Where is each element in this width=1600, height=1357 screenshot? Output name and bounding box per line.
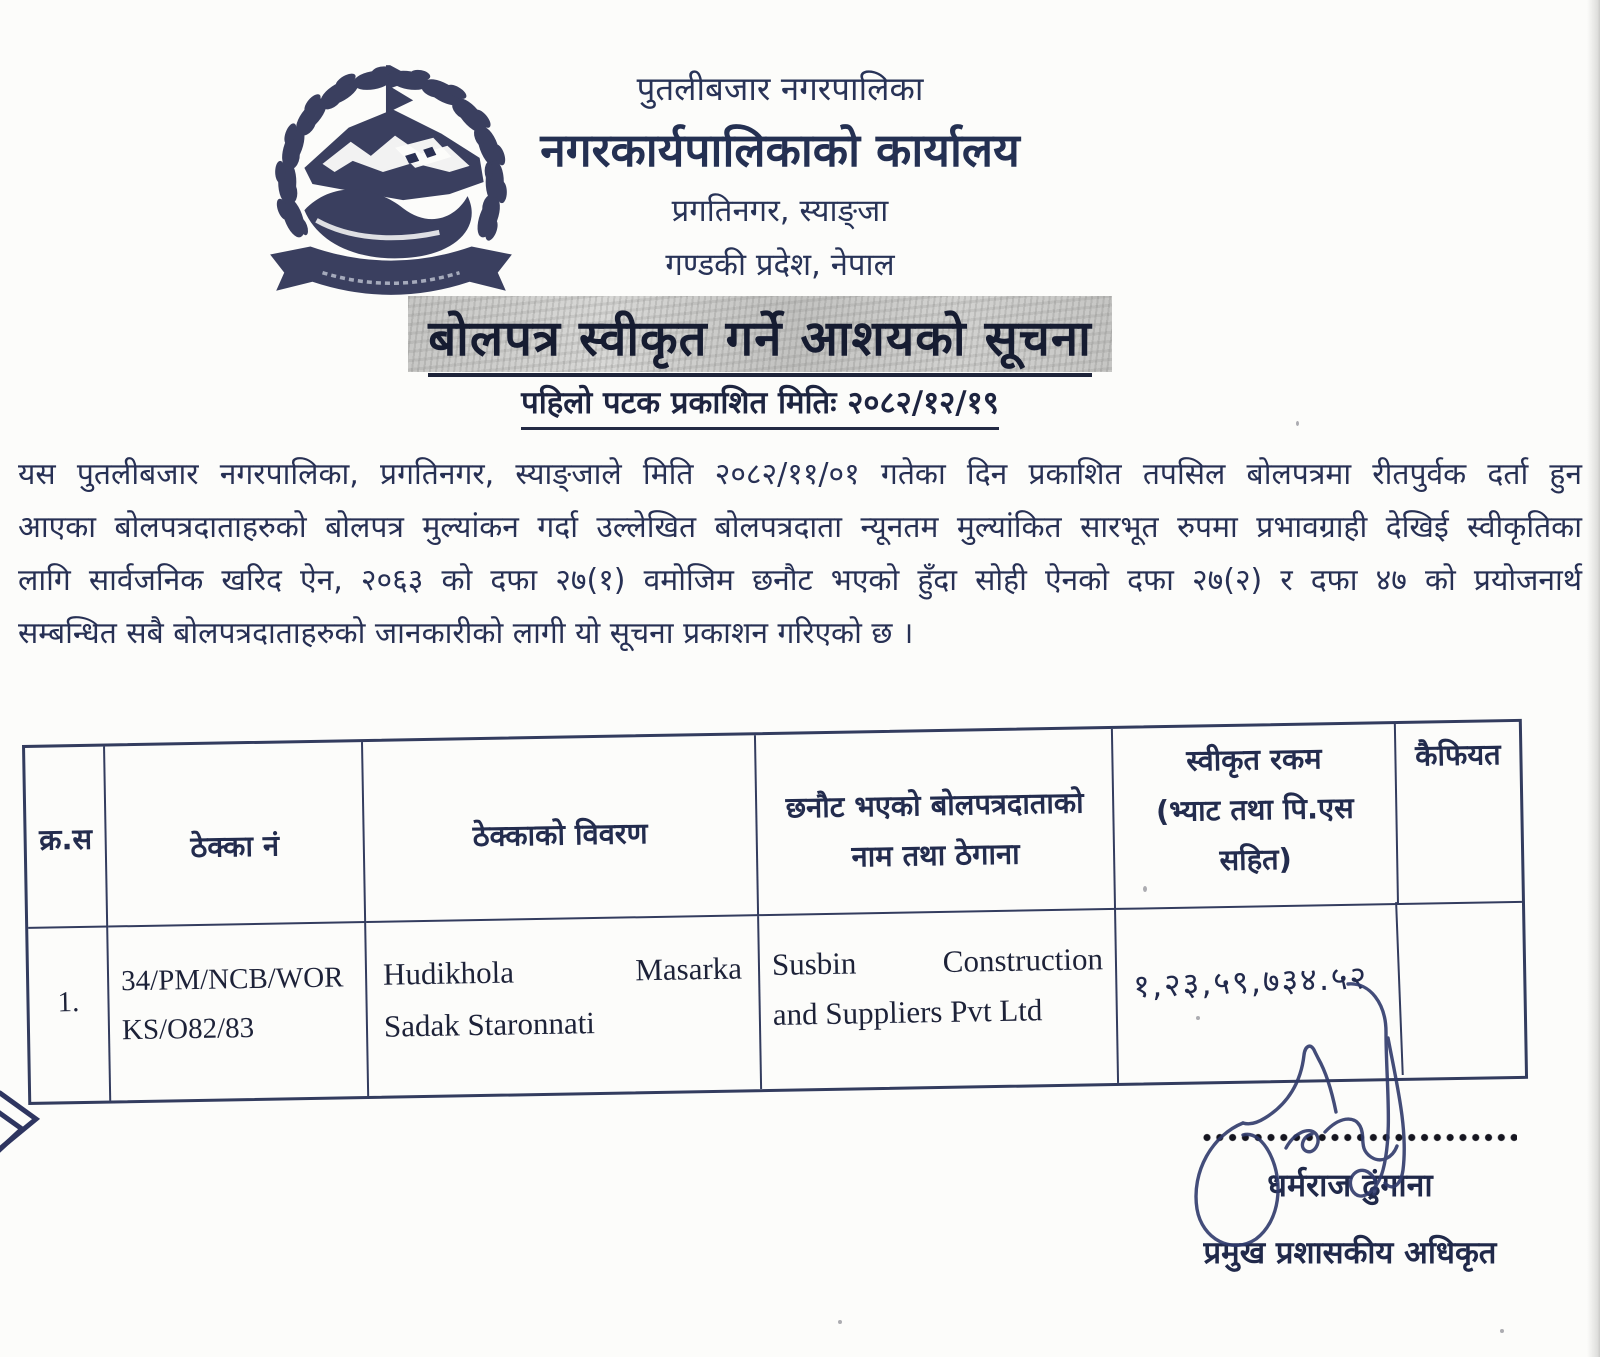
- scan-speck: [1296, 421, 1299, 426]
- row1-bidder-line1: Susbin Construction: [771, 941, 1104, 982]
- scan-speck: [838, 1320, 842, 1324]
- scan-speck: [1196, 1016, 1200, 1020]
- row1-accepted-amount: १,२३,५९,७३४.५२: [1114, 902, 1403, 1086]
- row1-description-line2: Sadak Staronnati: [383, 1005, 596, 1044]
- col-header-bidder-line2: नाम तथा ठेगाना: [851, 836, 1020, 874]
- col-header-serial-no: क्र.स: [25, 747, 108, 929]
- office-province: गण्डकी प्रदेश, नेपाल: [665, 247, 895, 283]
- body-line-1: यस पुतलीबजार नगरपालिका, प्रगतिनगर, स्याङ्जाले मिति २०८२/११/०१ गतेका दिन प्रकाशित तपसिल बोलपत्रमा रीतपुर्वक दर्ता हुन: [18, 457, 1582, 492]
- row1-contract-no-line1: 34/PM/NCB/WOR: [120, 961, 344, 998]
- body-line-2: आएका बोलपत्रदाताहरुको बोलपत्र मुल्यांकन गर्दा उल्लेखित बोलपत्रदाता न्यूनतम मुल्यांकित सारभूत रुपमा प्रभावग्राही देखिई स्वीकृतिका: [18, 510, 1582, 545]
- letterhead: [395, 66, 1165, 286]
- office-name: नगरकार्यपालिकाको कार्यालय: [540, 123, 1020, 177]
- col-header-bidder: [756, 729, 1116, 916]
- notice-body-paragraph: [18, 451, 1582, 663]
- scan-speck: [1143, 886, 1147, 892]
- col-header-amount-line1: स्वीकृत रकम: [1185, 741, 1322, 778]
- bid-award-table: [22, 719, 1528, 1105]
- row1-remarks: [1399, 903, 1525, 1078]
- row1-bidder: [759, 910, 1119, 1089]
- notice-title-block: [405, 296, 1115, 372]
- row1-contract-no: [108, 923, 369, 1100]
- published-date-line: पहिलो पटक प्रकाशित मितिः २०८२/१२/१९: [521, 381, 999, 430]
- signatory-name: धर्मराज ढुंगाना: [1267, 1166, 1433, 1204]
- published-date-block: [405, 381, 1115, 430]
- col-header-amount-line3: सहित): [1219, 841, 1293, 878]
- scan-speck: [1500, 1329, 1504, 1333]
- scan-stray-mark: [0, 1085, 54, 1165]
- row1-bidder-line2: and Suppliers Pvt Ltd: [772, 992, 1043, 1032]
- signature-dotted-line: [1203, 1133, 1517, 1143]
- office-address: प्रगतिनगर, स्याङ्जा: [671, 193, 889, 229]
- row1-description-line1: Hudikhola Masarka: [382, 950, 743, 992]
- row1-contract-no-line2: KS/O82/83: [121, 1011, 255, 1047]
- col-header-contract-no: ठेक्का नं: [105, 742, 366, 927]
- col-header-remarks: कैफियत: [1396, 722, 1522, 905]
- notice-title: बोलपत्र स्वीकृत गर्ने आशयको सूचना: [428, 310, 1092, 377]
- scan-edge-shadow: [1587, 0, 1600, 1357]
- photocopy-highlight-band: [408, 296, 1112, 372]
- col-header-bidder-line1: छनौट भएको बोलपत्रदाताको: [785, 785, 1084, 825]
- row1-description: [366, 916, 762, 1096]
- body-line-3: लागि सार्वजनिक खरिद ऐन, २०६३ को दफा २७(१) वमोजिम छनौट भएको हुँदा सोही ऐनको दफा २७(२) र दफा ४७ को प्रयोजनार्थ: [18, 563, 1582, 598]
- body-line-4: सम्बन्धित सबै बोलपत्रदाताहरुको जानकारीको लागी यो सूचना प्रकाशन गरिएको छ ।: [18, 616, 914, 651]
- col-header-amount: [1113, 724, 1399, 910]
- col-header-amount-line2: (भ्याट तथा पि.एस: [1155, 790, 1354, 829]
- col-header-description: ठेक्काको विवरण: [363, 735, 759, 923]
- organization-name: पुतलीबजार नगरपालिका: [636, 69, 924, 108]
- signatory-designation: प्रमुख प्रशासकीय अधिकृत: [1203, 1235, 1497, 1271]
- row1-serial-no: 1.: [28, 928, 111, 1102]
